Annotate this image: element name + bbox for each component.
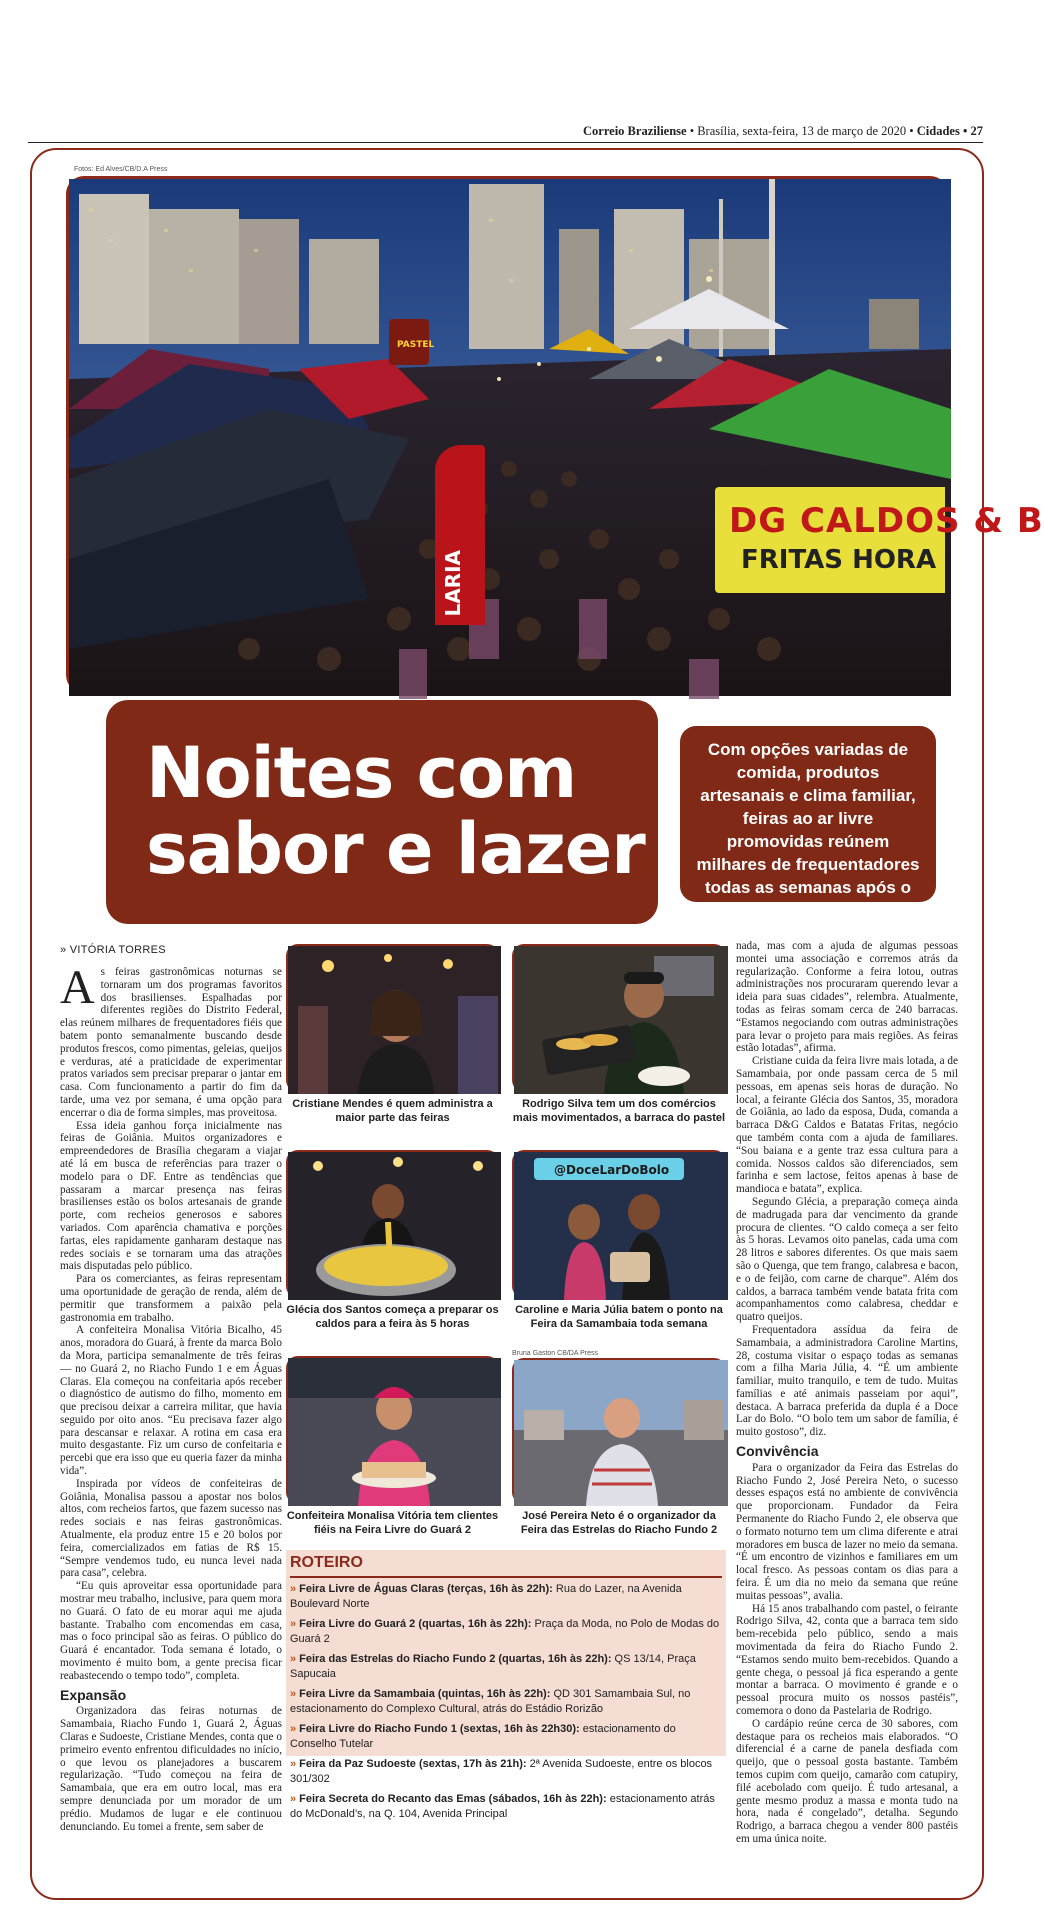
roteiro-item-detail: QD 301 Samambaia Sul, no estacionamento do Complexo Cultural, atrás do Estádio Rorizão xyxy=(290,1688,691,1715)
article-column-4 xyxy=(736,940,958,1890)
caption-caroline: Caroline e Maria Júlia batem o ponto na Feira da Samambaia toda semana xyxy=(515,1304,723,1330)
roteiro-item-detail: estacionamento do Conselho Tutelar xyxy=(290,1723,676,1750)
article-paragraph: O cardápio reúne cerca de 30 sabores, com destaque para os recheios mais elaborados. “O diferencial é a carne de panela desfiada com queijo, que o pessoal gosta bastante. Também temos cupim com queijo, camarão com catupiry, filé acebolado com queijo. É tudo artesanal, a gente mesmo produz a massa e monta tudo na hora, nada é congelado”, detalha. Segundo Rodrigo, a barraca chegou a vender 800 pastéis em uma única noite. xyxy=(736,1717,958,1845)
roteiro-item: » Feira da Paz Sudoeste (sextas, 17h às 21h): 2ª Avenida Sudoeste, entre os blocos 301/302 xyxy=(290,1758,713,1785)
publication-line xyxy=(583,124,983,139)
hero-banner-line2: FRITAS HORA xyxy=(741,545,937,575)
photo-caroline-scene xyxy=(514,1152,728,1300)
photo-monalisa xyxy=(286,1356,499,1504)
photo-rodrigo-scene xyxy=(514,946,728,1094)
publication-name: Correio Braziliense xyxy=(583,124,687,138)
roteiro-heading: ROTEIRO xyxy=(290,1554,363,1571)
roteiro-item-title: Feira Secreta do Recanto das Emas (sábados, 16h às 22h): xyxy=(299,1793,607,1805)
roteiro-item-detail: Praça da Moda, no Polo de Modas do Guará 2 xyxy=(290,1618,720,1645)
caption-monalisa: Confeiteira Monalisa Vitória tem clientes fiéis na Feira Livre do Guará 2 xyxy=(286,1510,499,1536)
article-paragraph: Organizadora das feiras noturnas de Samambaia, Riacho Fundo 1, Guará 2, Águas Claras e Sudoeste, Cristiane Mendes, conta que o primeiro evento enfrentou dificuldades no início, o que levou os planejadores a buscarem regularização. “Tudo começou na feira de Samambaia, que era em outro local, mas era sempre denunciada por um morador de um prédio. Mudamos de lugar e ele continuou denunciando. Eu tomei a frente, sem saber de xyxy=(60,1705,282,1833)
hero-stall-banner xyxy=(715,487,1044,593)
roteiro-item-detail: 2ª Avenida Sudoeste, entre os blocos 301/302 xyxy=(290,1758,713,1785)
drop-cap: A xyxy=(60,961,95,1014)
headline-box xyxy=(106,700,658,924)
dateline: • Brasília, sexta-feira, 13 de março de 2020 • xyxy=(689,124,914,138)
roteiro-item-detail: QS 13/14, Praça Sapucaia xyxy=(290,1653,696,1680)
roteiro-item-detail: Rua do Lazer, na Avenida Boulevard Norte xyxy=(290,1583,682,1610)
paragraph-text: s feiras gastronômicas noturnas se tornaram um dos programas favoritos dos brasilienses. Espalhadas por diferentes regiões do Distrito Federal, elas reúnem milhares de frequentadores fiéis que batem ponto semanalmente buscando desde produtos frescos, como pimentas, geleias, queijos e verduras, até a praticidade de experimentar pratos variados sem precisar preparar o jantar em casa. Com funcionamento a partir do fim da tarde, uma vez por semana, é uma opção para encerrar o dia de forma simples, mas proveitosa. xyxy=(60,966,282,1119)
article-paragraph: Segundo Glécia, a preparação começa ainda de madrugada para dar vencimento da grande procura de clientes. “O caldo começa a ser feito às 5 horas. Levamos oito panelas, cada uma com 28 litros e sabores diferentes. Os que mais saem são o Quenga, que tem frango, calabresa e bacon, e o de feijão, com carne de charque”. Além dos caldos, a barraca também vende batata frita com acompanhamentos como calabresa, cheddar e quatro queijos. xyxy=(736,1195,958,1324)
caption-rodrigo: Rodrigo Silva tem um dos comércios mais movimentados, a barraca do pastel xyxy=(512,1098,726,1124)
roteiro-list xyxy=(290,1582,720,1827)
hero-feather-flag xyxy=(435,445,485,625)
hero-feather-text: LARIA xyxy=(441,550,465,617)
roteiro-item-title: Feira da Paz Sudoeste (sextas, 17h às 21h): xyxy=(299,1758,527,1770)
caption-jose: José Pereira Neto é o organizador da Feira das Estrelas do Riacho Fundo 2 xyxy=(520,1510,718,1536)
page-number: • 27 xyxy=(962,124,983,138)
section-heading-convivencia: Convivência xyxy=(736,1443,819,1460)
subheadline-box xyxy=(680,726,936,920)
section-name: Cidades xyxy=(916,124,960,138)
headline-line2: sabor e lazer xyxy=(146,808,645,890)
article-paragraph: A confeiteira Monalisa Vitória Bicalho, 45 anos, moradora do Guará, à frente da marca Bolo da Mora, participa semanalmente de três feiras — no Guará 2, no Riacho Fundo 1 e em Águas Claras. Ela começou na confeitaria após receber o diagnóstico de autismo do filho, momento em que precisou deixar a carreira militar, que havia seguido por oito anos. “Eu precisava fazer algo para descansar e relaxar. A rotina em casa era muito desgastante. Fiz um curso de confeitaria e percebi que era isso que eu queria fazer da minha vida”. xyxy=(60,1324,282,1478)
photo-jose-scene xyxy=(514,1360,728,1506)
hero-photo xyxy=(66,176,1044,693)
subheadline: Com opções variadas de comida, produtos artesanais e clima familiar, feiras ao ar livre promovidas reúnem milhares de frequentadores todas as semanas após o pôr do sol xyxy=(696,740,920,920)
roteiro-item-title: Feira Livre do Guará 2 (quartas, 16h às 22h): xyxy=(299,1618,532,1630)
caption-cristiane: Cristiane Mendes é quem administra a maior parte das feiras xyxy=(292,1098,493,1124)
article-paragraph: Há 15 anos trabalhando com pastel, o feirante Rodrigo Silva, 42, conta que a barraca tem sido bem-recebida pelo público, sendo a mais movimentada da feira do Riacho Fundo 2. “Estamos sendo muito bem-recebidos. Quando a gente chega, o pessoal já fica esperando a gente montar a barraca. O movimento é grande e o pessoal procura muito os nossos pastéis”, comemora o dono da Pastelaria de Rodrigo. xyxy=(736,1602,958,1718)
article-column-1 xyxy=(60,961,282,1886)
photo-caroline-sign: @DoceLarDoBolo xyxy=(554,1163,670,1177)
roteiro-item: » Feira das Estrelas do Riacho Fundo 2 (quartas, 16h às 22h): QS 13/14, Praça Sapucaia xyxy=(290,1653,696,1680)
roteiro-box xyxy=(286,1550,726,1820)
roteiro-item: » Feira Livre do Riacho Fundo 1 (sextas, 16h às 22h30): estacionamento do Conselho Tutelar xyxy=(290,1723,676,1750)
section-heading-expansao: Expansão xyxy=(60,1686,127,1703)
roteiro-rule xyxy=(290,1576,722,1578)
header-rule xyxy=(28,142,983,143)
article-paragraph: Frequentadora assídua da feira de Samambaia, a administradora Caroline Martins, 28, costuma visitar o espaço todas as semanas com a filha Maria Júlia, 4. “É um ambiente familiar, muito tranquilo, e tem de tudo. Muitas famílias e até animais passeiam por aqui”, destaca. A barraca preferida da dupla é a Doce Lar do Bolo. “O bolo tem um sabor de família, é muito gostoso”, diz. xyxy=(736,1323,958,1439)
byline: » VITÓRIA TORRES xyxy=(60,944,166,956)
article-paragraph: Essa ideia ganhou força inicialmente nas feiras de Goiânia. Muitos organizadores e empreendedores de Brasília chegaram a viajar até lá em busca de referências para trazer o modelo para o DF. Entre as tendências que passaram a marcar presença nas feiras brasilienses estão os bolos artesanais de grande porte, com recheios generosos e sabores variados. Com aparência chamativa e porções fartas, eles rapidamente ganharam destaque nas redes sociais e se tornaram uma das atrações mais disputadas pelo público. xyxy=(60,1119,282,1273)
hero-banner-line1: DG CALDOS & B xyxy=(729,501,1044,541)
photo-monalisa-scene xyxy=(288,1358,501,1506)
roteiro-item: » Feira Livre do Guará 2 (quartas, 16h às 22h): Praça da Moda, no Polo de Modas do Guará 2 xyxy=(290,1618,720,1645)
headline-line1: Noites com xyxy=(146,732,577,814)
photo-cristiane-scene xyxy=(288,946,501,1094)
roteiro-item-title: Feira Livre da Samambaia (quintas, 16h às 22h): xyxy=(299,1688,551,1700)
photo-glecia-scene xyxy=(288,1152,501,1300)
photo-rodrigo xyxy=(512,944,726,1092)
roteiro-item: » Feira Secreta do Recanto das Emas (sábados, 16h às 22h): estacionamento atrás do McDonald’s, na Q. 104, Avenida Principal xyxy=(290,1793,715,1820)
roteiro-item: » Feira Livre da Samambaia (quintas, 16h às 22h): QD 301 Samambaia Sul, no estacionamento do Complexo Cultural, atrás do Estádio Rorizão xyxy=(290,1688,691,1715)
caption-glecia: Glécia dos Santos começa a preparar os caldos para a feira às 5 horas xyxy=(286,1304,499,1330)
roteiro-item-detail: estacionamento atrás do McDonald’s, na Q. 104, Avenida Principal xyxy=(290,1793,715,1820)
article-paragraph: nada, mas com a ajuda de algumas pessoas montei uma associação e corremos atrás da regularização. Conforme a feira lotou, outras administrações nos procuraram querendo levar a ideia para suas cidades”, relembra. Atualmente, todas as feiras somam cerca de 240 barracas. “Estamos negociando com outras administrações para levar o projeto para mais regiões. As feiras estão lotadas”, afirma. xyxy=(736,940,958,1055)
article-paragraph: Cristiane cuida da feira livre mais lotada, a de Samambaia, por onde passam cerca de 5 mil pessoas, em apenas seis horas de duração. No local, a feirante Glécia dos Santos, 35, moradora de Goiânia, ao lado da esposa, Duda, comanda a barraca D&G Caldos e Batatas Fritas, negócio que também conta com a ajuda de familiares. “Sou baiana e a gente traz essa cultura para a comida. Nossos caldos são diferenciados, sem farinha e sem lactose, feitos apenas à base de mandioca e batata”, explica. xyxy=(736,1055,958,1196)
page-header xyxy=(0,124,1011,144)
roteiro-item-title: Feira Livre do Riacho Fundo 1 (sextas, 16h às 22h30): xyxy=(299,1723,580,1735)
article-paragraph: Para o organizador da Feira das Estrelas do Riacho Fundo 2, José Pereira Neto, o sucesso desses espaços está no ambiente de convivência que proporcionam. Fundador da Feira Permanente do Riacho Fundo 2, ele observa que o formato noturno tem um clima diferente e atrai moradores em busca de lazer no meio da semana. “É um encontro de vizinhos e familiares em um local fresco. As pessoas contam os dias para a feira. É um dia no meio da semana que reúne muitas pessoas”, avalia. xyxy=(736,1461,958,1602)
roteiro-item: » Feira Livre de Águas Claras (terças, 16h às 22h): Rua do Lazer, na Avenida Boulevard Norte xyxy=(290,1583,682,1610)
roteiro-item-title: Feira Livre de Águas Claras (terças, 16h às 22h): xyxy=(299,1583,553,1595)
article-paragraph: “Eu quis aproveitar essa oportunidade para mostrar meu trabalho, inclusive, para quem mora no Guará. O fato de eu morar aqui me ajuda bastante. Trabalho com encomendas em casa, mas o foco principal são as feiras. O público do Guará é encantador. Toda semana é lotado, o movimento é muito bom, a gente precisa ficar reabastecendo o tempo todo”, completa. xyxy=(60,1580,282,1682)
photo-jose-credit: Bruna Gaston CB/DA Press xyxy=(512,1350,598,1357)
hero-credit: Fotos: Ed Alves/CB/D.A Press xyxy=(74,166,168,173)
photo-caroline xyxy=(512,1150,726,1298)
article-paragraph: Para os comerciantes, as feiras representam uma oportunidade de geração de renda, além de permitir que transformem a paixão pela gastronomia em trabalho. xyxy=(60,1273,282,1324)
photo-jose xyxy=(512,1358,726,1504)
hero-sign-text: PASTEL xyxy=(397,340,435,350)
article-paragraph: Inspirada por vídeos de confeiteiras de Goiânia, Monalisa passou a apostar nos bolos altos, com recheios fartos, que fazem sucesso nas redes sociais e nas feiras gastronômicas. Atualmente, ela produz entre 15 e 20 bolos por feira, comercializados em fatias de R$ 15. “Sempre vendemos tudo, eu nunca levei nada para casa”, celebra. xyxy=(60,1477,282,1580)
photo-cristiane xyxy=(286,944,499,1092)
article-paragraph xyxy=(60,961,282,1120)
photo-glecia xyxy=(286,1150,499,1298)
hero-scene xyxy=(69,179,951,696)
roteiro-item-title: Feira das Estrelas do Riacho Fundo 2 (quartas, 16h às 22h): xyxy=(299,1653,612,1665)
